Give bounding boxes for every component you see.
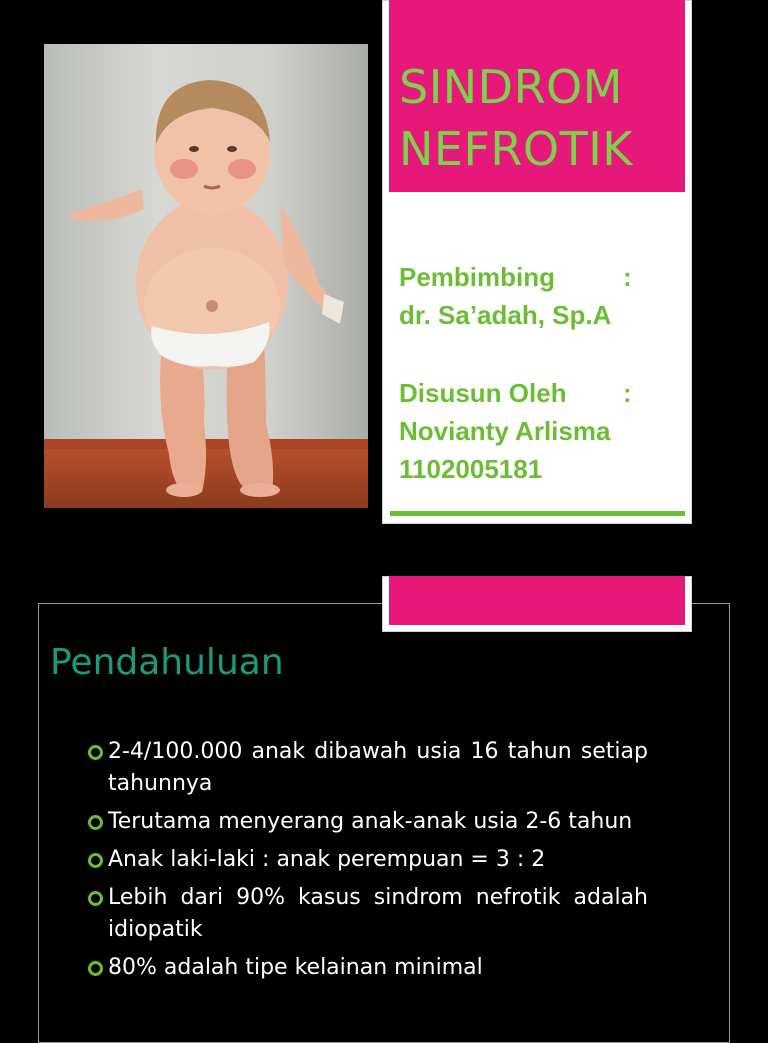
disusun-label: Disusun Oleh (399, 378, 567, 408)
child-illustration (44, 44, 368, 508)
bullet-circle-icon (88, 853, 103, 868)
patient-photo (44, 44, 368, 508)
bullet-text: Lebih dari 90% kasus sindrom nefrotik adalah idiopatik (108, 885, 648, 942)
pembimbing-colon: : (623, 262, 632, 292)
bullet-list (88, 736, 648, 990)
bullet-item (88, 844, 648, 876)
author-id: 1102005181 (399, 454, 543, 484)
title-line-1: SINDROM (399, 60, 623, 114)
bullet-circle-icon (88, 745, 103, 760)
title-line-2: NEFROTIK (399, 122, 633, 176)
info-spacer (399, 334, 649, 374)
bullet-circle-icon (88, 815, 103, 830)
pembimbing-name: dr. Sa’adah, Sp.A (399, 300, 612, 330)
bullet-item (88, 806, 648, 838)
bullet-circle-icon (88, 961, 103, 976)
bullet-text: Terutama menyerang anak-anak usia 2-6 tahun (108, 809, 633, 834)
bullet-text: 80% adalah tipe kelainan minimal (108, 955, 483, 980)
disusun-row (399, 374, 649, 412)
bullet-item (88, 736, 648, 800)
bullet-item (88, 952, 648, 984)
author-name: Novianty Arlisma (399, 416, 611, 446)
bullet-text: Anak laki-laki : anak perempuan = 3 : 2 (108, 847, 546, 872)
disusun-colon: : (623, 378, 632, 408)
content-title-banner (389, 576, 685, 625)
slide-title (399, 56, 679, 180)
pembimbing-label: Pembimbing (399, 262, 556, 292)
author-info (399, 258, 649, 488)
bullet-item (88, 882, 648, 946)
bullet-circle-icon (88, 891, 103, 906)
pembimbing-row (399, 258, 649, 296)
section-heading: Pendahuluan (50, 642, 284, 683)
bullet-text: 2-4/100.000 anak dibawah usia 16 tahun setiap tahunnya (108, 739, 648, 796)
accent-divider (390, 511, 685, 516)
